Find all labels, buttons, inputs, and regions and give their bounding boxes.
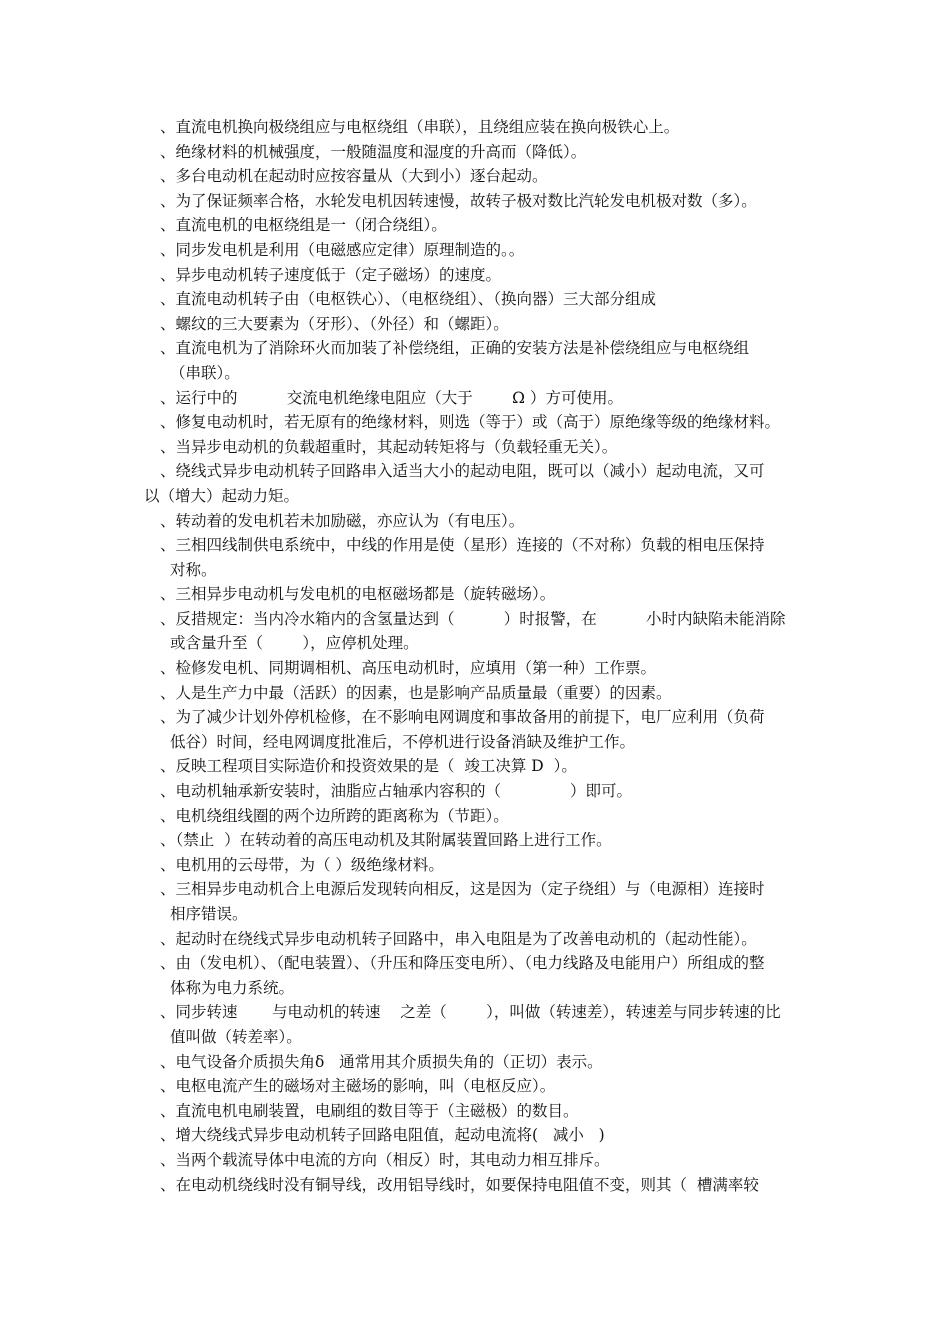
item-continuation: 相序错误。 bbox=[170, 905, 248, 923]
item-text: 、同步发电机是利用（电磁感应定律）原理制造的。。 bbox=[160, 240, 525, 259]
item-text: 、当异步电动机的负载超重时，其起动转矩将与（负载轻重无关）。 bbox=[160, 437, 618, 456]
item-continuation: （串联）。 bbox=[170, 363, 240, 382]
item-text: 、运行中的 交流电机绝缘电阻应（大于 Ω ）方可使用。 bbox=[160, 388, 623, 407]
item-continuation: 或含量升至（ ），应停机处理。 bbox=[170, 634, 419, 653]
item-text: 、检修发电机、同期调相机、高压电动机时，应填用（第一种）工作票。 bbox=[160, 659, 657, 678]
item-text: 、起动时在绕线式异步电动机转子回路中，串入电阻是为了改善电动机的（起动性能）。 bbox=[160, 929, 757, 948]
item-text: 、（禁止 ）在转动着的高压电动机及其附属装置回路上进行工作。 bbox=[160, 831, 612, 850]
list-item bbox=[160, 336, 810, 385]
list-item bbox=[160, 705, 810, 754]
item-text: 、三相异步电动机与发电机的电枢磁场都是（旋转磁场）。 bbox=[160, 585, 556, 604]
list-item bbox=[160, 1173, 810, 1198]
list-item bbox=[160, 779, 810, 804]
item-text: 、直流电机的电枢绕组是一（闭合绕组）。 bbox=[160, 216, 447, 235]
item-text: 、螺纹的三大要素为（牙形）、（外径）和（螺距）。 bbox=[160, 314, 509, 333]
list-item bbox=[160, 951, 810, 1000]
list-item bbox=[160, 681, 810, 706]
item-text: 、转动着的发电机若未加励磁，亦应认为（有电压）。 bbox=[160, 511, 525, 530]
item-text: 、电机用的云母带，为（ ）级绝缘材料。 bbox=[160, 855, 444, 874]
list-item bbox=[160, 582, 810, 607]
list-item bbox=[160, 1050, 810, 1075]
item-text: 、三相四线制供电系统中，中线的作用是使（星形）连接的（不对称）负载的相电压保持 bbox=[160, 536, 765, 555]
item-text: 、为了减少计划外停机检修，在不影响电网调度和事故备用的前提下，电厂应利用（负荷 bbox=[160, 708, 765, 727]
item-text: 、电枢电流产生的磁场对主磁场的影响，叫（电枢反应）。 bbox=[160, 1077, 556, 1096]
item-text: 、为了保证频率合格，水轮发电机因转速慢，故转子极对数比汽轮发电机极对数（多）。 bbox=[160, 191, 757, 210]
list-item bbox=[160, 1000, 810, 1049]
item-continuation: 值叫做（转差率）。 bbox=[170, 1027, 302, 1046]
list-item bbox=[160, 238, 810, 263]
list-item bbox=[160, 287, 810, 312]
item-text: 、由（发电机）、（配电装置）、（升压和降压变电所）、（电力线路及电能用户）所组成的整 bbox=[160, 954, 765, 973]
item-text: 、增大绕线式异步电动机转子回路电阻值，起动电流将( 减小 ) bbox=[160, 1126, 605, 1145]
list-item bbox=[160, 1123, 810, 1148]
list-item bbox=[160, 828, 810, 853]
list-item bbox=[160, 1099, 810, 1124]
item-continuation: 以（增大）起动力矩。 bbox=[144, 486, 300, 505]
item-text: 、电机绕组线圈的两个边所跨的距离称为（节距）。 bbox=[160, 806, 509, 825]
item-text: 、绕线式异步电动机转子回路串入适当大小的起动电阻，既可以（减小）起动电流，又可 bbox=[160, 462, 765, 481]
item-text: 、异步电动机转子速度低于（定子磁场）的速度。 bbox=[160, 265, 502, 284]
list-item bbox=[160, 509, 810, 534]
item-text: 、反映工程项目实际造价和投资效果的是（ 竣工决算 D ）。 bbox=[160, 757, 577, 776]
list-item bbox=[160, 386, 810, 411]
list-item bbox=[160, 263, 810, 288]
list-item bbox=[160, 877, 810, 926]
question-list bbox=[144, 115, 810, 1197]
list-item bbox=[160, 140, 810, 165]
item-text: 、多台电动机在起动时应按容量从（大到小）逐台起动。 bbox=[160, 167, 548, 186]
list-item bbox=[160, 1148, 810, 1173]
item-text: 、当两个载流导体中电流的方向（相反）时，其电动力相互排斥。 bbox=[160, 1150, 610, 1169]
list-item bbox=[160, 533, 810, 582]
item-text: 、修复电动机时，若无原有的绝缘材料，则选（等于）或（高于）原绝缘等级的绝缘材料。 bbox=[160, 413, 781, 432]
list-item bbox=[160, 804, 810, 829]
list-item bbox=[160, 410, 810, 435]
item-continuation: 对称。 bbox=[170, 560, 217, 579]
item-text: 、反措规定：当内冷水箱内的含氢量达到（ ）时报警，在 小时内缺陷未能消除 bbox=[160, 609, 786, 628]
item-text: 、人是生产力中最（活跃）的因素，也是影响产品质量最（重要）的因素。 bbox=[160, 683, 672, 702]
list-item bbox=[160, 607, 810, 656]
list-item bbox=[160, 189, 810, 214]
item-continuation: 低谷）时间，经电网调度批准后，不停机进行设备消缺及维护工作。 bbox=[170, 732, 636, 751]
item-text: 、绝缘材料的机械强度，一般随温度和湿度的升高而（降低）。 bbox=[160, 142, 587, 161]
item-text: 、电动机轴承新安装时，油脂应占轴承内容积的（ ）即可。 bbox=[160, 782, 632, 801]
item-text: 、同步转速 与电动机的转速 之差（ ），叫做（转速差），转速差与同步转速的比 bbox=[160, 1003, 781, 1022]
list-item bbox=[160, 115, 810, 140]
list-item bbox=[160, 1074, 810, 1099]
item-text: 、直流电动机转子由（电枢铁心）、（电枢绕组）、（换向器）三大部分组成 bbox=[160, 290, 657, 309]
item-text: 、三相异步电动机合上电源后发现转向相反，这是因为（定子绕组）与（电源相）连接时 bbox=[160, 880, 765, 899]
list-item bbox=[160, 164, 810, 189]
list-item bbox=[160, 312, 810, 337]
list-item bbox=[160, 656, 810, 681]
list-item bbox=[160, 754, 810, 779]
list-item bbox=[144, 459, 810, 508]
item-text: 、在电动机绕线时没有铜导线，改用铝导线时，如要保持电阻值不变，则其（ 槽满率较 bbox=[160, 1175, 759, 1194]
list-item bbox=[160, 213, 810, 238]
list-item bbox=[160, 927, 810, 952]
list-item bbox=[160, 435, 810, 460]
item-text: 、直流电机换向极绕组应与电枢绕组（串联），且绕组应装在换向极铁心上。 bbox=[160, 118, 680, 136]
list-item bbox=[160, 853, 810, 878]
item-continuation: 体称为电力系统。 bbox=[170, 978, 295, 997]
item-text: 、直流电机为了消除环火而加装了补偿绕组，正确的安装方法是补偿绕组应与电枢绕组 bbox=[160, 339, 750, 358]
item-text: 、电气设备介质损失角δ 通常用其介质损失角的（正切）表示。 bbox=[160, 1052, 603, 1071]
item-text: 、直流电机电刷装置，电刷组的数目等于（主磁极）的数目。 bbox=[160, 1101, 579, 1120]
